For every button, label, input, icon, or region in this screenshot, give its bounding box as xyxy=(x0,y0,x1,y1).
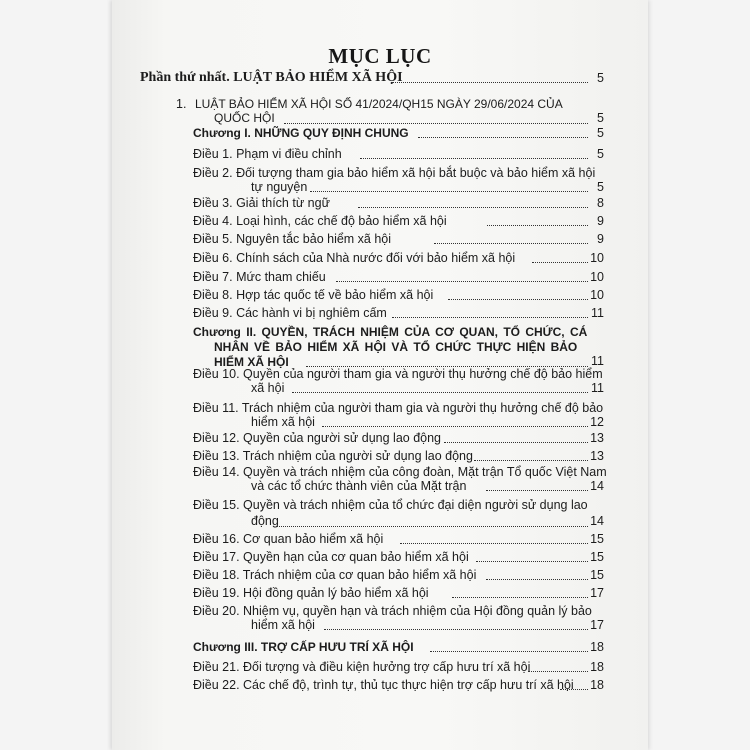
toc-page-number: 5 xyxy=(597,126,604,140)
dot-leader xyxy=(418,137,588,138)
toc-entry-text-continued: tự nguyện xyxy=(251,180,308,194)
toc-page-number: 17 xyxy=(590,586,604,600)
toc-page-number: 18 xyxy=(590,640,604,654)
toc-page-number: 18 xyxy=(590,660,604,674)
toc-entry-text: Điều 3. Giải thích từ ngữ xyxy=(193,196,330,210)
toc-page-number: 5 xyxy=(597,147,604,161)
toc-entry-text: Điều 17. Quyền hạn của cơ quan bảo hiểm xã hội xyxy=(193,550,469,564)
toc-page-number: 11 xyxy=(591,381,604,395)
dot-leader xyxy=(430,651,588,652)
toc-entry-text: Điều 9. Các hành vi bị nghiêm cấm xyxy=(193,306,387,320)
dot-leader xyxy=(292,392,588,393)
dot-leader xyxy=(476,561,588,562)
toc-entry-text-continued: xã hội xyxy=(251,381,285,395)
toc-page-number: 11 xyxy=(591,354,604,368)
toc-entry-text: Điều 14. Quyền và trách nhiệm của công đoàn, Mặt trận Tổ quốc Việt Nam xyxy=(193,465,607,479)
toc-entry-text: Điều 2. Đối tượng tham gia bảo hiểm xã hội bắt buộc và bảo hiểm xã hội xyxy=(193,166,596,180)
toc-entry-text: Điều 16. Cơ quan bảo hiểm xã hội xyxy=(193,532,384,546)
dot-leader xyxy=(392,82,588,83)
dot-leader xyxy=(336,281,588,282)
toc-entry-text-continued: động xyxy=(251,514,279,528)
toc-entry-text: Điều 5. Nguyên tắc bảo hiểm xã hội xyxy=(193,232,392,246)
toc-page-number: 15 xyxy=(590,568,604,582)
dot-leader xyxy=(284,123,588,124)
toc-entry-text: Điều 11. Trách nhiệm của người tham gia và người thụ hưởng chế độ bảo xyxy=(193,401,604,415)
toc-page-number: 9 xyxy=(597,232,604,246)
toc-page-number: 5 xyxy=(597,180,604,194)
toc-entry-text-continued: hiểm xã hội xyxy=(251,415,315,429)
toc-page-number: 11 xyxy=(591,306,604,320)
dot-leader xyxy=(452,597,588,598)
dot-leader xyxy=(444,442,588,443)
toc-page-number: 10 xyxy=(590,288,604,302)
toc-page-number: 5 xyxy=(597,111,604,125)
toc-page-number: 10 xyxy=(590,251,604,265)
toc-page-number: 14 xyxy=(590,514,604,528)
toc-entry-text: Điều 22. Các chế độ, trình tự, thủ tục thực hiện trợ cấp hưu trí xã hội xyxy=(193,678,574,692)
dot-leader xyxy=(276,526,588,527)
toc-entry-text: Chương III. TRỢ CẤP HƯU TRÍ XÃ HỘI xyxy=(193,640,414,654)
toc-entry-text: Điều 18. Trách nhiệm của cơ quan bảo hiểm xã hội xyxy=(193,568,477,582)
toc-entry-number: 1. xyxy=(176,97,187,111)
dot-leader xyxy=(322,426,588,427)
dot-leader xyxy=(310,191,588,192)
toc-page-number: 13 xyxy=(590,449,604,463)
toc-entry-text: Điều 8. Hợp tác quốc tế về bảo hiểm xã hội xyxy=(193,288,434,302)
toc-entry-text-continued: NHÂN VỀ BẢO HIỂM XÃ HỘI VÀ TỔ CHỨC THỰC HIỆN BẢO xyxy=(214,340,578,354)
toc-page-number: 15 xyxy=(590,550,604,564)
toc-entry-text: Điều 10. Quyền của người tham gia và người thụ hưởng chế độ bảo hiểm xyxy=(193,367,603,381)
toc-entry-text: Điều 1. Phạm vi điều chỉnh xyxy=(193,147,342,161)
dot-leader xyxy=(486,579,588,580)
toc-entry-text: Điều 20. Nhiệm vụ, quyền hạn và trách nhiệm của Hội đồng quản lý bảo xyxy=(193,604,592,618)
toc-entry-text: Chương I. NHỮNG QUY ĐỊNH CHUNG xyxy=(193,126,409,140)
toc-entry-text: Điều 4. Loại hình, các chế độ bảo hiểm xã hội xyxy=(193,214,447,228)
dot-leader xyxy=(358,207,588,208)
toc-entry-text-continued: và các tổ chức thành viên của Mặt trận xyxy=(251,479,467,493)
dot-leader xyxy=(486,490,588,491)
toc-entry-text: Điều 7. Mức tham chiếu xyxy=(193,270,326,284)
toc-page-number: 17 xyxy=(590,618,604,632)
toc-entry-text: LUẬT BẢO HIỂM XÃ HỘI SỐ 41/2024/QH15 NGÀY 29/06/2024 CỦA xyxy=(195,97,563,111)
dot-leader xyxy=(474,460,588,461)
toc-entry-text: Điều 21. Đối tượng và điều kiện hưởng trợ cấp hưu trí xã hội xyxy=(193,660,531,674)
toc-page-number: 8 xyxy=(597,196,604,210)
toc-page-number: 10 xyxy=(590,270,604,284)
dot-leader xyxy=(324,629,588,630)
toc-page-number: 12 xyxy=(590,415,604,429)
toc-entry-text: Điều 13. Trách nhiệm của người sử dụng lao động xyxy=(193,449,473,463)
toc-entry-text: Điều 12. Quyền của người sử dụng lao động xyxy=(193,431,442,445)
toc-page-number: 14 xyxy=(590,479,604,493)
toc-entry-text: Điều 15. Quyền và trách nhiệm của tổ chức đại diện người sử dụng lao xyxy=(193,498,588,512)
toc-entry-text-continued: hiểm xã hội xyxy=(251,618,315,632)
toc-page-number: 18 xyxy=(590,678,604,692)
dot-leader xyxy=(360,158,588,159)
toc-entry-text-continued: HIỂM XÃ HỘI xyxy=(214,355,289,369)
dot-leader xyxy=(448,299,588,300)
page-title: MỤC LỤC xyxy=(328,44,432,68)
dot-leader xyxy=(392,317,588,318)
toc-entry-text: Điều 19. Hội đồng quản lý bảo hiểm xã hội xyxy=(193,586,429,600)
toc-entry-text: Chương II. QUYỀN, TRÁCH NHIỆM CỦA CƠ QUAN, TỔ CHỨC, CÁ xyxy=(193,325,588,339)
toc-page-number: 15 xyxy=(590,532,604,546)
dot-leader xyxy=(434,243,588,244)
toc-entry-text-continued: QUỐC HỘI xyxy=(214,111,275,125)
dot-leader xyxy=(400,543,588,544)
toc-entry-text: Điều 6. Chính sách của Nhà nước đối với bảo hiểm xã hội xyxy=(193,251,516,265)
toc-page-number: 9 xyxy=(597,214,604,228)
toc-page-number: 5 xyxy=(597,71,604,85)
toc-page-number: 13 xyxy=(590,431,604,445)
toc-entry-text: Phần thứ nhất. LUẬT BẢO HIỂM XÃ HỘI xyxy=(140,70,403,85)
dot-leader xyxy=(487,225,588,226)
